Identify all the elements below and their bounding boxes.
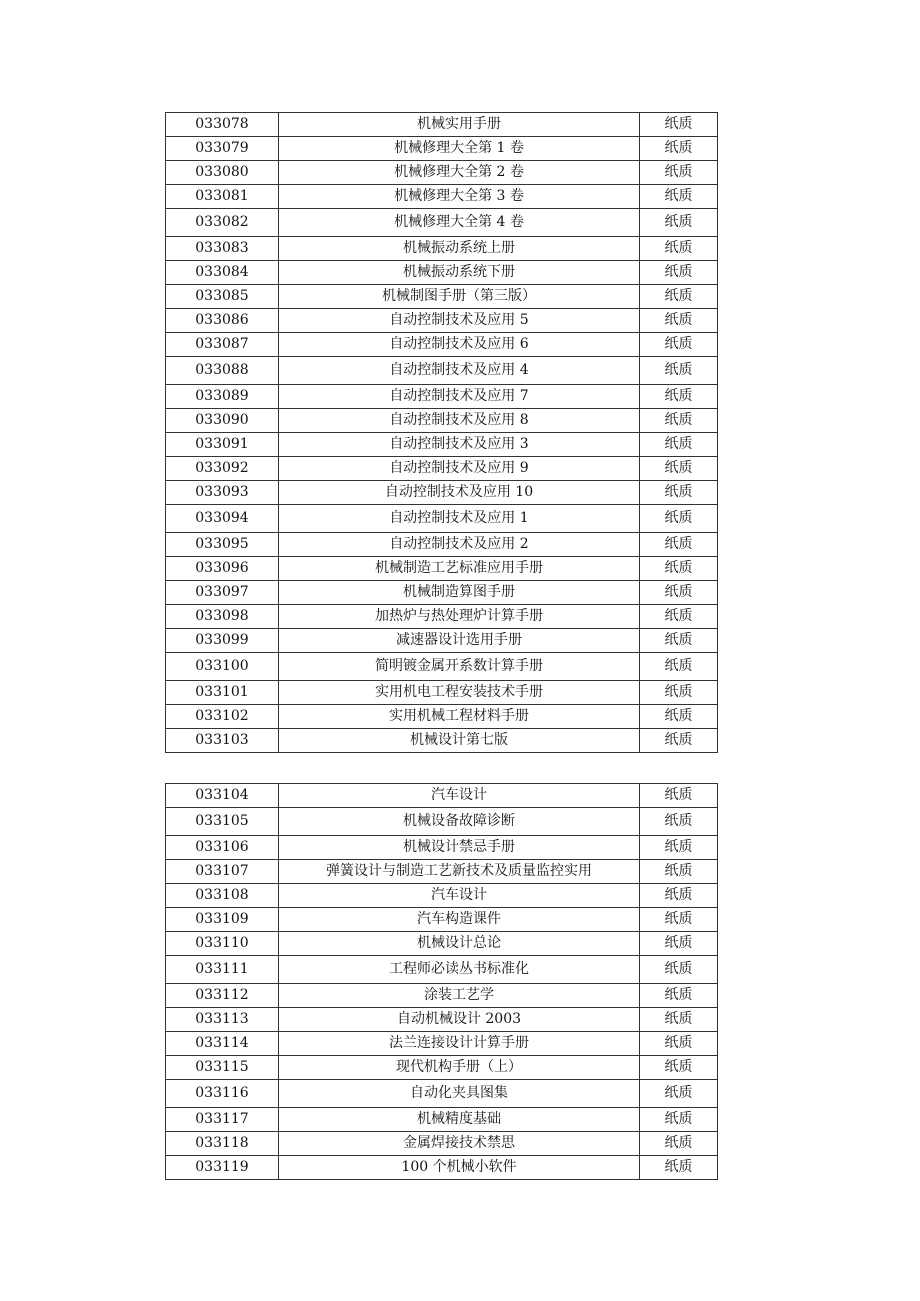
book-id-cell: 033092 <box>166 457 279 481</box>
book-title-cell: 机械实用手册 <box>279 113 640 137</box>
table-row <box>166 860 718 884</box>
book-id-cell: 033103 <box>166 729 279 753</box>
book-title-cell: 汽车设计 <box>279 884 640 908</box>
table-row <box>166 1132 718 1156</box>
table-row <box>166 908 718 932</box>
book-title-cell: 机械制造算图手册 <box>279 581 640 605</box>
book-title-cell: 涂装工艺学 <box>279 984 640 1008</box>
media-type-cell: 纸质 <box>640 481 718 505</box>
media-type-cell: 纸质 <box>640 1056 718 1080</box>
book-title-cell: 简明镀金属开系数计算手册 <box>279 653 640 681</box>
table-row <box>166 956 718 984</box>
media-type-cell: 纸质 <box>640 860 718 884</box>
table-row <box>166 629 718 653</box>
media-type-cell: 纸质 <box>640 1032 718 1056</box>
book-title-cell: 汽车构造课件 <box>279 908 640 932</box>
book-id-cell: 033088 <box>166 357 279 385</box>
table-row <box>166 681 718 705</box>
media-type-cell: 纸质 <box>640 185 718 209</box>
book-title-cell: 机械振动系统下册 <box>279 261 640 285</box>
media-type-cell: 纸质 <box>640 309 718 333</box>
book-title-cell: 自动控制技术及应用 8 <box>279 409 640 433</box>
table-row <box>166 653 718 681</box>
book-id-cell: 033095 <box>166 533 279 557</box>
book-id-cell: 033099 <box>166 629 279 653</box>
table-row <box>166 505 718 533</box>
book-title-cell: 机械设计禁忌手册 <box>279 836 640 860</box>
book-id-cell: 033081 <box>166 185 279 209</box>
table-row <box>166 481 718 505</box>
book-id-cell: 033113 <box>166 1008 279 1032</box>
book-id-cell: 033118 <box>166 1132 279 1156</box>
book-id-cell: 033080 <box>166 161 279 185</box>
table-row <box>166 1156 718 1180</box>
table-row <box>166 385 718 409</box>
media-type-cell: 纸质 <box>640 1156 718 1180</box>
book-id-cell: 033106 <box>166 836 279 860</box>
media-type-cell: 纸质 <box>640 433 718 457</box>
book-title-cell: 机械制造工艺标准应用手册 <box>279 557 640 581</box>
book-id-cell: 033098 <box>166 605 279 629</box>
catalog-table-2 <box>165 783 718 1180</box>
book-title-cell: 机械设计第七版 <box>279 729 640 753</box>
book-id-cell: 033100 <box>166 653 279 681</box>
media-type-cell: 纸质 <box>640 533 718 557</box>
book-title-cell: 自动控制技术及应用 1 <box>279 505 640 533</box>
media-type-cell: 纸质 <box>640 808 718 836</box>
media-type-cell: 纸质 <box>640 1132 718 1156</box>
table-row <box>166 137 718 161</box>
table-row <box>166 705 718 729</box>
media-type-cell: 纸质 <box>640 457 718 481</box>
book-title-cell: 机械设备故障诊断 <box>279 808 640 836</box>
book-id-cell: 033105 <box>166 808 279 836</box>
media-type-cell: 纸质 <box>640 932 718 956</box>
media-type-cell: 纸质 <box>640 581 718 605</box>
media-type-cell: 纸质 <box>640 357 718 385</box>
book-id-cell: 033104 <box>166 784 279 808</box>
book-id-cell: 033096 <box>166 557 279 581</box>
book-title-cell: 自动机械设计 2003 <box>279 1008 640 1032</box>
table-row <box>166 161 718 185</box>
media-type-cell: 纸质 <box>640 409 718 433</box>
book-id-cell: 033085 <box>166 285 279 309</box>
table-row <box>166 433 718 457</box>
media-type-cell: 纸质 <box>640 333 718 357</box>
table-row <box>166 932 718 956</box>
book-id-cell: 033086 <box>166 309 279 333</box>
table-row <box>166 1032 718 1056</box>
table-row <box>166 557 718 581</box>
book-id-cell: 033084 <box>166 261 279 285</box>
table-row <box>166 309 718 333</box>
book-title-cell: 机械精度基础 <box>279 1108 640 1132</box>
book-title-cell: 自动控制技术及应用 4 <box>279 357 640 385</box>
book-id-cell: 033108 <box>166 884 279 908</box>
book-id-cell: 033082 <box>166 209 279 237</box>
book-title-cell: 自动控制技术及应用 5 <box>279 309 640 333</box>
book-title-cell: 金属焊接技术禁思 <box>279 1132 640 1156</box>
book-title-cell: 自动控制技术及应用 10 <box>279 481 640 505</box>
media-type-cell: 纸质 <box>640 908 718 932</box>
table-row <box>166 285 718 309</box>
book-title-cell: 机械振动系统上册 <box>279 237 640 261</box>
media-type-cell: 纸质 <box>640 653 718 681</box>
book-id-cell: 033083 <box>166 237 279 261</box>
book-title-cell: 100 个机械小软件 <box>279 1156 640 1180</box>
table-row <box>166 808 718 836</box>
table-row <box>166 533 718 557</box>
media-type-cell: 纸质 <box>640 261 718 285</box>
book-id-cell: 033114 <box>166 1032 279 1056</box>
book-title-cell: 自动控制技术及应用 2 <box>279 533 640 557</box>
book-id-cell: 033091 <box>166 433 279 457</box>
book-title-cell: 法兰连接设计计算手册 <box>279 1032 640 1056</box>
catalog-table-1 <box>165 112 718 753</box>
media-type-cell: 纸质 <box>640 385 718 409</box>
book-title-cell: 汽车设计 <box>279 784 640 808</box>
book-id-cell: 033116 <box>166 1080 279 1108</box>
book-title-cell: 机械设计总论 <box>279 932 640 956</box>
book-id-cell: 033102 <box>166 705 279 729</box>
book-title-cell: 机械制图手册（第三版） <box>279 285 640 309</box>
book-title-cell: 自动控制技术及应用 3 <box>279 433 640 457</box>
media-type-cell: 纸质 <box>640 884 718 908</box>
table-row <box>166 836 718 860</box>
book-title-cell: 实用机械工程材料手册 <box>279 705 640 729</box>
table-row <box>166 884 718 908</box>
table-row <box>166 457 718 481</box>
book-id-cell: 033090 <box>166 409 279 433</box>
book-id-cell: 033094 <box>166 505 279 533</box>
media-type-cell: 纸质 <box>640 113 718 137</box>
media-type-cell: 纸质 <box>640 1008 718 1032</box>
table-row <box>166 333 718 357</box>
media-type-cell: 纸质 <box>640 836 718 860</box>
media-type-cell: 纸质 <box>640 784 718 808</box>
media-type-cell: 纸质 <box>640 956 718 984</box>
book-title-cell: 实用机电工程安装技术手册 <box>279 681 640 705</box>
book-title-cell: 工程师必读丛书标准化 <box>279 956 640 984</box>
media-type-cell: 纸质 <box>640 161 718 185</box>
media-type-cell: 纸质 <box>640 1080 718 1108</box>
media-type-cell: 纸质 <box>640 729 718 753</box>
book-title-cell: 自动控制技术及应用 6 <box>279 333 640 357</box>
book-id-cell: 033087 <box>166 333 279 357</box>
book-id-cell: 033119 <box>166 1156 279 1180</box>
book-id-cell: 033117 <box>166 1108 279 1132</box>
book-id-cell: 033111 <box>166 956 279 984</box>
book-id-cell: 033110 <box>166 932 279 956</box>
media-type-cell: 纸质 <box>640 557 718 581</box>
table-row <box>166 209 718 237</box>
table-row <box>166 605 718 629</box>
book-title-cell: 自动控制技术及应用 9 <box>279 457 640 481</box>
book-title-cell: 加热炉与热处理炉计算手册 <box>279 605 640 629</box>
book-title-cell: 机械修理大全第 1 卷 <box>279 137 640 161</box>
book-id-cell: 033107 <box>166 860 279 884</box>
book-title-cell: 减速器设计选用手册 <box>279 629 640 653</box>
book-id-cell: 033112 <box>166 984 279 1008</box>
book-title-cell: 自动化夹具图集 <box>279 1080 640 1108</box>
table-row <box>166 261 718 285</box>
book-title-cell: 机械修理大全第 3 卷 <box>279 185 640 209</box>
table-row <box>166 729 718 753</box>
book-title-cell: 机械修理大全第 2 卷 <box>279 161 640 185</box>
book-id-cell: 033109 <box>166 908 279 932</box>
table-row <box>166 984 718 1008</box>
media-type-cell: 纸质 <box>640 237 718 261</box>
table-row <box>166 1080 718 1108</box>
media-type-cell: 纸质 <box>640 681 718 705</box>
media-type-cell: 纸质 <box>640 1108 718 1132</box>
catalog-table-1-body <box>166 113 718 753</box>
media-type-cell: 纸质 <box>640 984 718 1008</box>
book-title-cell: 机械修理大全第 4 卷 <box>279 209 640 237</box>
table-row <box>166 409 718 433</box>
media-type-cell: 纸质 <box>640 285 718 309</box>
book-id-cell: 033079 <box>166 137 279 161</box>
book-id-cell: 033097 <box>166 581 279 605</box>
media-type-cell: 纸质 <box>640 209 718 237</box>
table-row <box>166 581 718 605</box>
media-type-cell: 纸质 <box>640 505 718 533</box>
catalog-table-2-body <box>166 784 718 1180</box>
table-row <box>166 1008 718 1032</box>
table-row <box>166 113 718 137</box>
book-id-cell: 033078 <box>166 113 279 137</box>
book-title-cell: 弹簧设计与制造工艺新技术及质量监控实用 <box>279 860 640 884</box>
table-row <box>166 357 718 385</box>
book-id-cell: 033089 <box>166 385 279 409</box>
media-type-cell: 纸质 <box>640 705 718 729</box>
table-row <box>166 237 718 261</box>
table-row <box>166 1056 718 1080</box>
table-row <box>166 1108 718 1132</box>
book-title-cell: 现代机构手册（上） <box>279 1056 640 1080</box>
book-id-cell: 033101 <box>166 681 279 705</box>
table-row <box>166 185 718 209</box>
book-id-cell: 033093 <box>166 481 279 505</box>
media-type-cell: 纸质 <box>640 605 718 629</box>
book-title-cell: 自动控制技术及应用 7 <box>279 385 640 409</box>
book-id-cell: 033115 <box>166 1056 279 1080</box>
table-row <box>166 784 718 808</box>
media-type-cell: 纸质 <box>640 137 718 161</box>
media-type-cell: 纸质 <box>640 629 718 653</box>
